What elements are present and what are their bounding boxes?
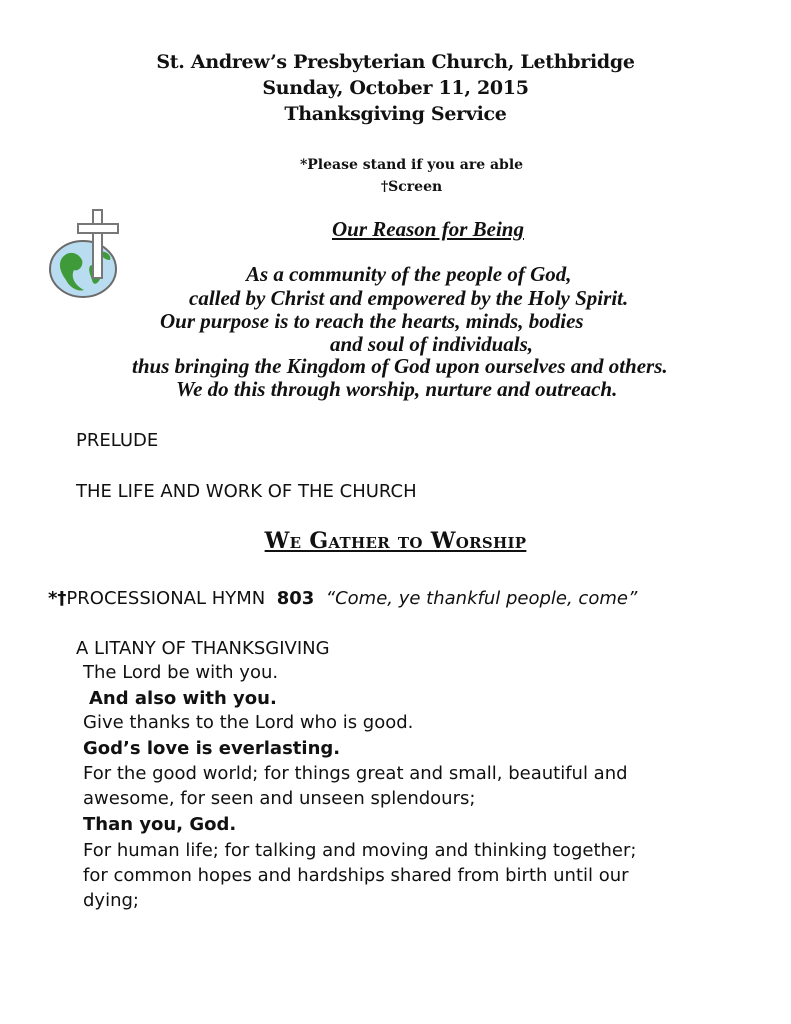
reason-line: called by Christ and empowered by the Holy Spirit. (189, 286, 629, 310)
litany-title: A LITANY OF THANKSGIVING (76, 638, 330, 659)
processional-hymn (48, 588, 637, 609)
litany-response: Than you, God. (83, 814, 237, 835)
litany-line: for common hopes and hardships shared from birth until our (83, 865, 629, 886)
hymn-number: 803 (276, 588, 315, 609)
litany-line: dying; (83, 890, 139, 911)
section-heading: We Gather to Worship (264, 528, 527, 554)
litany-line: Give thanks to the Lord who is good. (83, 712, 414, 733)
rubric-marks: *† (48, 588, 67, 609)
prelude-item: PRELUDE (76, 430, 159, 451)
stand-note: *Please stand if you are able (299, 157, 524, 173)
service-title: Thanksgiving Service (284, 103, 507, 125)
screen-note: †Screen (380, 179, 443, 195)
church-name: St. Andrew’s Presbyterian Church, Lethbridge (156, 51, 635, 73)
litany-response: And also with you. (89, 688, 277, 709)
life-and-work-item: THE LIFE AND WORK OF THE CHURCH (76, 481, 417, 502)
service-date: Sunday, October 11, 2015 (262, 77, 529, 99)
hymn-title: “Come, ye thankful people, come” (325, 588, 638, 609)
reason-line: As a community of the people of God, (246, 262, 572, 286)
litany-response: God’s love is everlasting. (83, 738, 341, 759)
reason-title: Our Reason for Being (332, 217, 524, 241)
bulletin-header (0, 49, 791, 127)
reason-line: thus bringing the Kingdom of God upon ourselves and others. (132, 354, 668, 378)
reason-line: and soul of individuals, (330, 332, 534, 356)
hymn-label: PROCESSIONAL HYMN (66, 588, 266, 609)
litany-line: For human life; for talking and moving and thinking together; (83, 840, 637, 861)
litany-line: The Lord be with you. (83, 662, 279, 683)
litany-line: awesome, for seen and unseen splendours; (83, 788, 476, 809)
reason-line: We do this through worship, nurture and outreach. (176, 377, 618, 401)
litany-line: For the good world; for things great and small, beautiful and (83, 763, 628, 784)
cross-and-globe-icon (48, 208, 128, 300)
reason-line: Our purpose is to reach the hearts, minds, bodies (160, 309, 584, 333)
rubric-notes (0, 154, 791, 198)
